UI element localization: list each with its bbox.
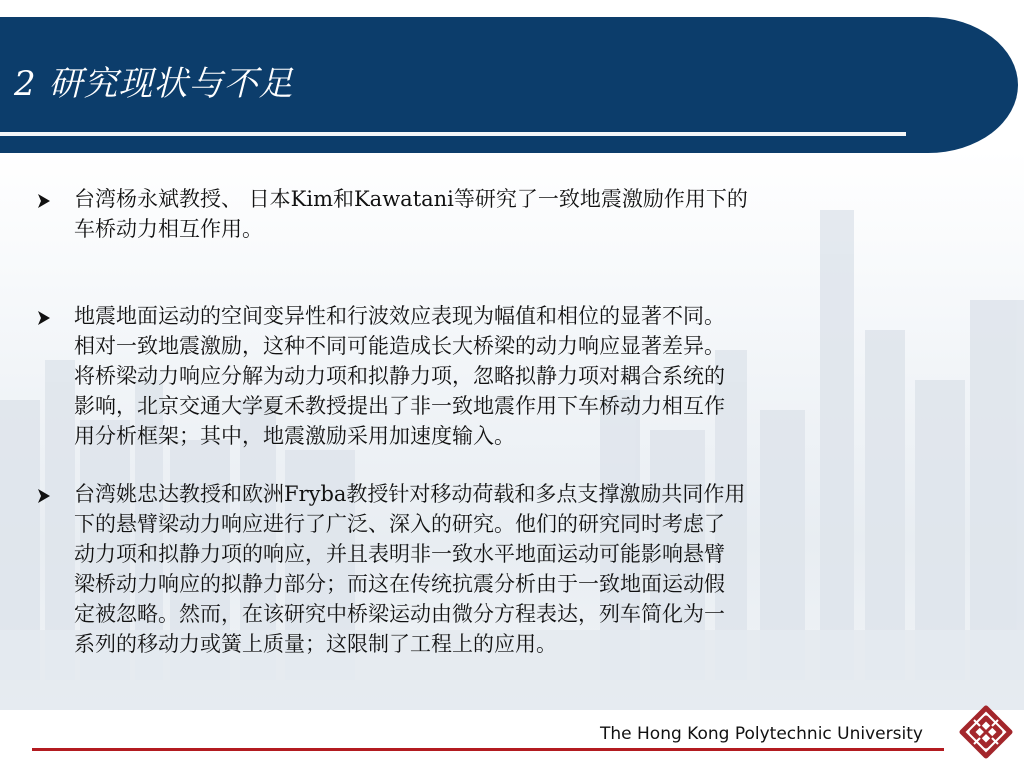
arrowhead-bullet-icon: [36, 192, 52, 210]
arrowhead-bullet-icon: [36, 487, 52, 505]
bullet-line: 台湾姚忠达教授和欧洲Fryba教授针对移动荷载和多点支撑激励共同作用: [74, 482, 746, 506]
bullet-text: [74, 479, 974, 659]
header-divider: [0, 132, 906, 136]
bullet-line: 车桥动力相互作用。: [74, 217, 263, 241]
slide-title: 2 研究现状与不足: [14, 64, 294, 104]
polyu-logo-icon: [958, 704, 1014, 760]
bullet-line: 用分析框架；其中，地震激励采用加速度输入。: [74, 424, 515, 448]
footer-rule: [32, 748, 944, 751]
bullet-line: 相对一致地震激励，这种不同可能造成长大桥梁的动力响应显著差异。: [74, 334, 725, 358]
bullet-line: 台湾杨永斌教授、 日本Kim和Kawatani等研究了一致地震激励作用下的: [74, 187, 748, 211]
bullet-line: 影响，北京交通大学夏禾教授提出了非一致地震作用下车桥动力相互作: [74, 394, 725, 418]
bullet-line: 定被忽略。然而，在该研究中桥梁运动由微分方程表达，列车简化为一: [74, 602, 725, 626]
bullet-line: 下的悬臂梁动力响应进行了广泛、深入的研究。他们的研究同时考虑了: [74, 512, 725, 536]
bullet-line: 系列的移动力或簧上质量；这限制了工程上的应用。: [74, 632, 557, 656]
bullet-line: 动力项和拟静力项的响应，并且表明非一致水平地面运动可能影响悬臂: [74, 542, 725, 566]
bullet-line: 地震地面运动的空间变异性和行波效应表现为幅值和相位的显著不同。: [74, 304, 725, 328]
arrowhead-bullet-icon: [36, 309, 52, 327]
bullet-line: 梁桥动力响应的拟静力部分；而这在传统抗震分析由于一致地面运动假: [74, 572, 725, 596]
bullet-text: [74, 301, 974, 451]
university-name: The Hong Kong Polytechnic University: [600, 724, 923, 744]
bullet-line: 将桥梁动力响应分解为动力项和拟静力项，忽略拟静力项对耦合系统的: [74, 364, 725, 388]
bullet-text: [74, 184, 974, 244]
